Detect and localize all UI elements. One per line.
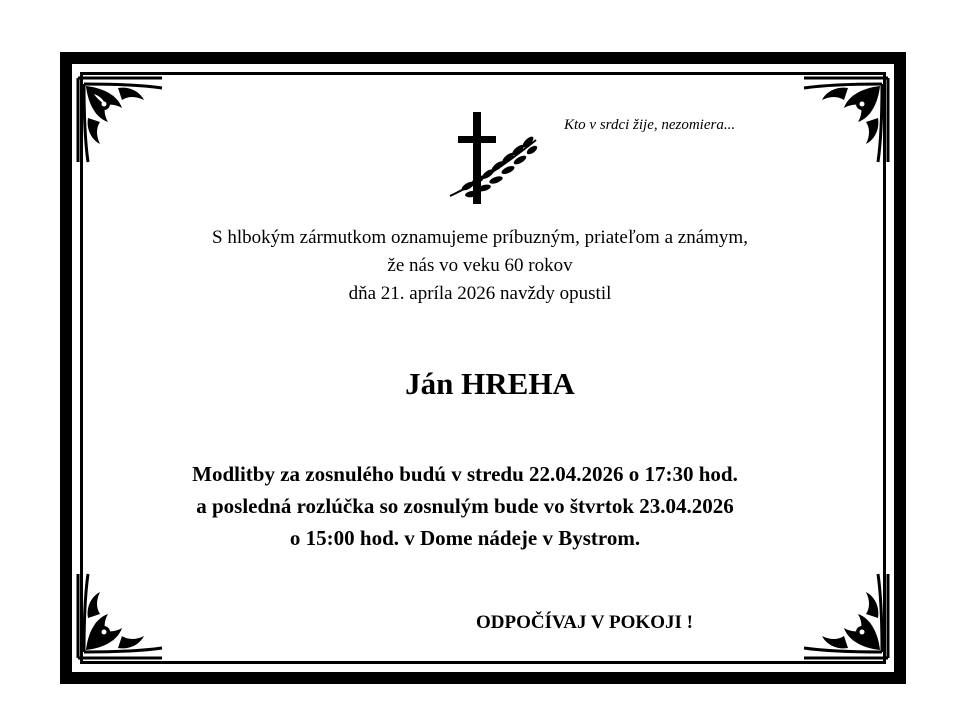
ceremony-line: o 15:00 hod. v Dome nádeje v Bystrom. <box>289 526 641 550</box>
ornamental-corner-icon <box>74 570 166 662</box>
cross-with-wheat-icon <box>446 108 542 208</box>
ornamental-corner-icon <box>800 74 892 166</box>
motto: Kto v srdci žije, nezomiera... <box>564 117 736 133</box>
intro-line: že nás vo veku 60 rokov <box>387 255 573 276</box>
deceased-name: Ján HREHA <box>405 366 575 401</box>
intro-line: dňa 21. apríla 2026 navždy opustil <box>348 283 612 304</box>
ceremony-details <box>0 458 930 554</box>
intro-line: S hlbokým zármutkom oznamujeme príbuzným, priateľom a známym, <box>212 227 748 248</box>
ceremony-line: a posledná rozlúčka so zosnulým bude vo štvrtok 23.04.2026 <box>196 494 734 518</box>
farewell-text: ODPOČÍVAJ V POKOJI ! <box>476 612 693 633</box>
ornamental-corner-icon <box>800 570 892 662</box>
intro-text <box>0 224 960 308</box>
ornamental-corner-icon <box>74 74 166 166</box>
ceremony-line: Modlitby za zosnulého budú v stredu 22.04.2026 o 17:30 hod. <box>192 462 738 486</box>
